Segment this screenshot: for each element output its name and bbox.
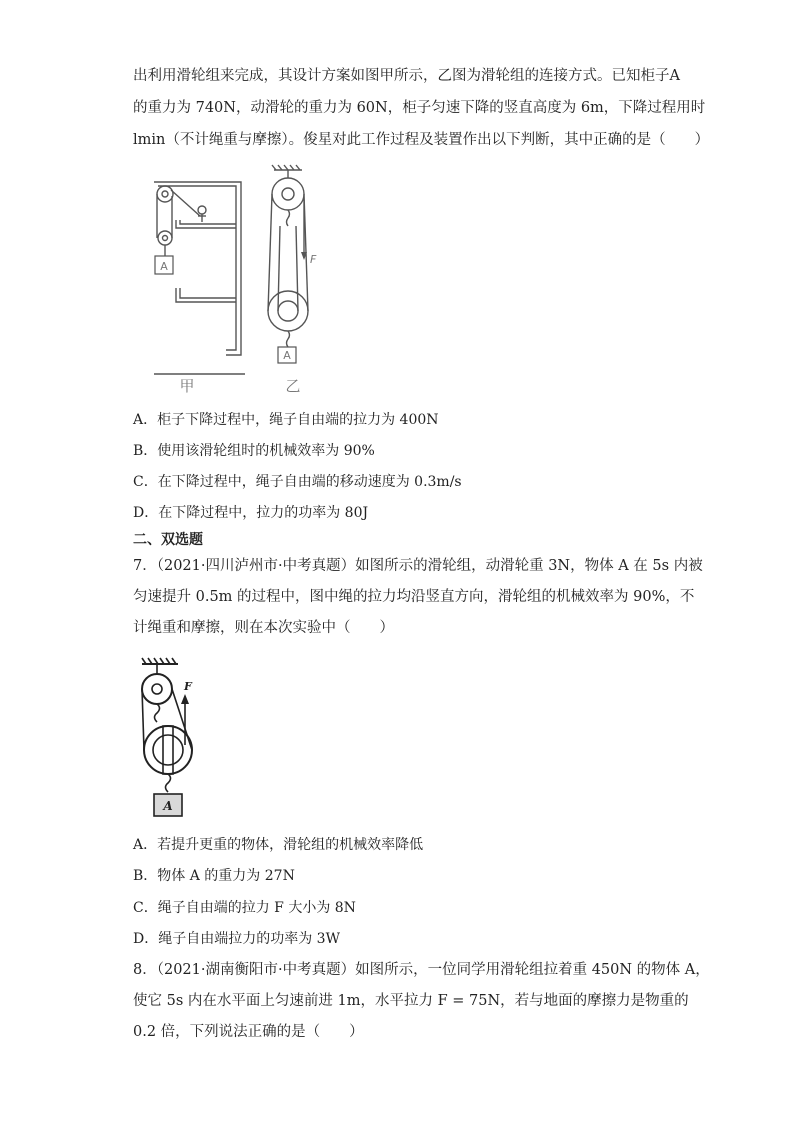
yi-block-label: A	[283, 349, 291, 362]
q6-option-b: B．使用该滑轮组时的机械效率为 90%	[133, 443, 375, 459]
jia-caption: 甲	[179, 377, 195, 395]
q7-force-label: F	[184, 680, 192, 693]
q6-line-1: 出利用滑轮组来完成，其设计方案如图甲所示，乙图为滑轮组的连接方式。已知柜子A	[133, 68, 680, 84]
q7-option-d: D．绳子自由端拉力的功率为 3W	[133, 931, 340, 947]
q7-option-b: B．物体 A 的重力为 27N	[133, 868, 295, 884]
jia-block-label: A	[160, 260, 168, 273]
q8-line-2: 使它 5s 内在水平面上匀速前进 1m，水平拉力 F = 75N，若与地面的摩擦力是物重的	[133, 993, 689, 1009]
figure-yi	[258, 160, 328, 395]
yi-force-label: F	[310, 253, 317, 266]
q7-option-a: A．若提升更重的物体，滑轮组的机械效率降低	[133, 837, 424, 853]
q7-block-label: A	[163, 799, 173, 813]
q6-option-c: C．在下降过程中，绳子自由端的移动速度为 0.3m/s	[133, 474, 462, 490]
figure-jia	[140, 160, 250, 395]
q7-line-1: 7．（2021·四川泸州市·中考真题）如图所示的滑轮组，动滑轮重 3N，物体 A 在 5s 内被	[133, 558, 703, 574]
q8-line-1: 8．（2021·湖南衡阳市·中考真题）如图所示，一位同学用滑轮组拉着重 450N 的物体 A，	[133, 962, 710, 978]
yi-caption: 乙	[285, 377, 301, 395]
q7-line-3: 计绳重和摩擦，则在本次实验中（ ）	[133, 620, 394, 636]
q7-line-2: 匀速提升 0.5m 的过程中，图中绳的拉力均沿竖直方向，滑轮组的机械效率为 90%，不	[133, 589, 695, 605]
figure-q7	[138, 652, 208, 822]
section-title: 二、双选题	[133, 532, 203, 548]
q6-option-d: D．在下降过程中，拉力的功率为 80J	[133, 505, 369, 521]
q7-option-c: C．绳子自由端的拉力 F 大小为 8N	[133, 900, 356, 916]
q6-option-a: A．柜子下降过程中，绳子自由端的拉力为 400N	[133, 412, 439, 428]
q6-line-2: 的重力为 740N，动滑轮的重力为 60N，柜子匀速下降的竖直高度为 6m，下降过程用时	[133, 100, 706, 116]
q6-line-3: lmin（不计绳重与摩擦）。俊星对此工作过程及装置作出以下判断，其中正确的是（ ）	[133, 132, 710, 148]
q8-line-3: 0.2 倍，下列说法正确的是（ ）	[133, 1024, 364, 1040]
